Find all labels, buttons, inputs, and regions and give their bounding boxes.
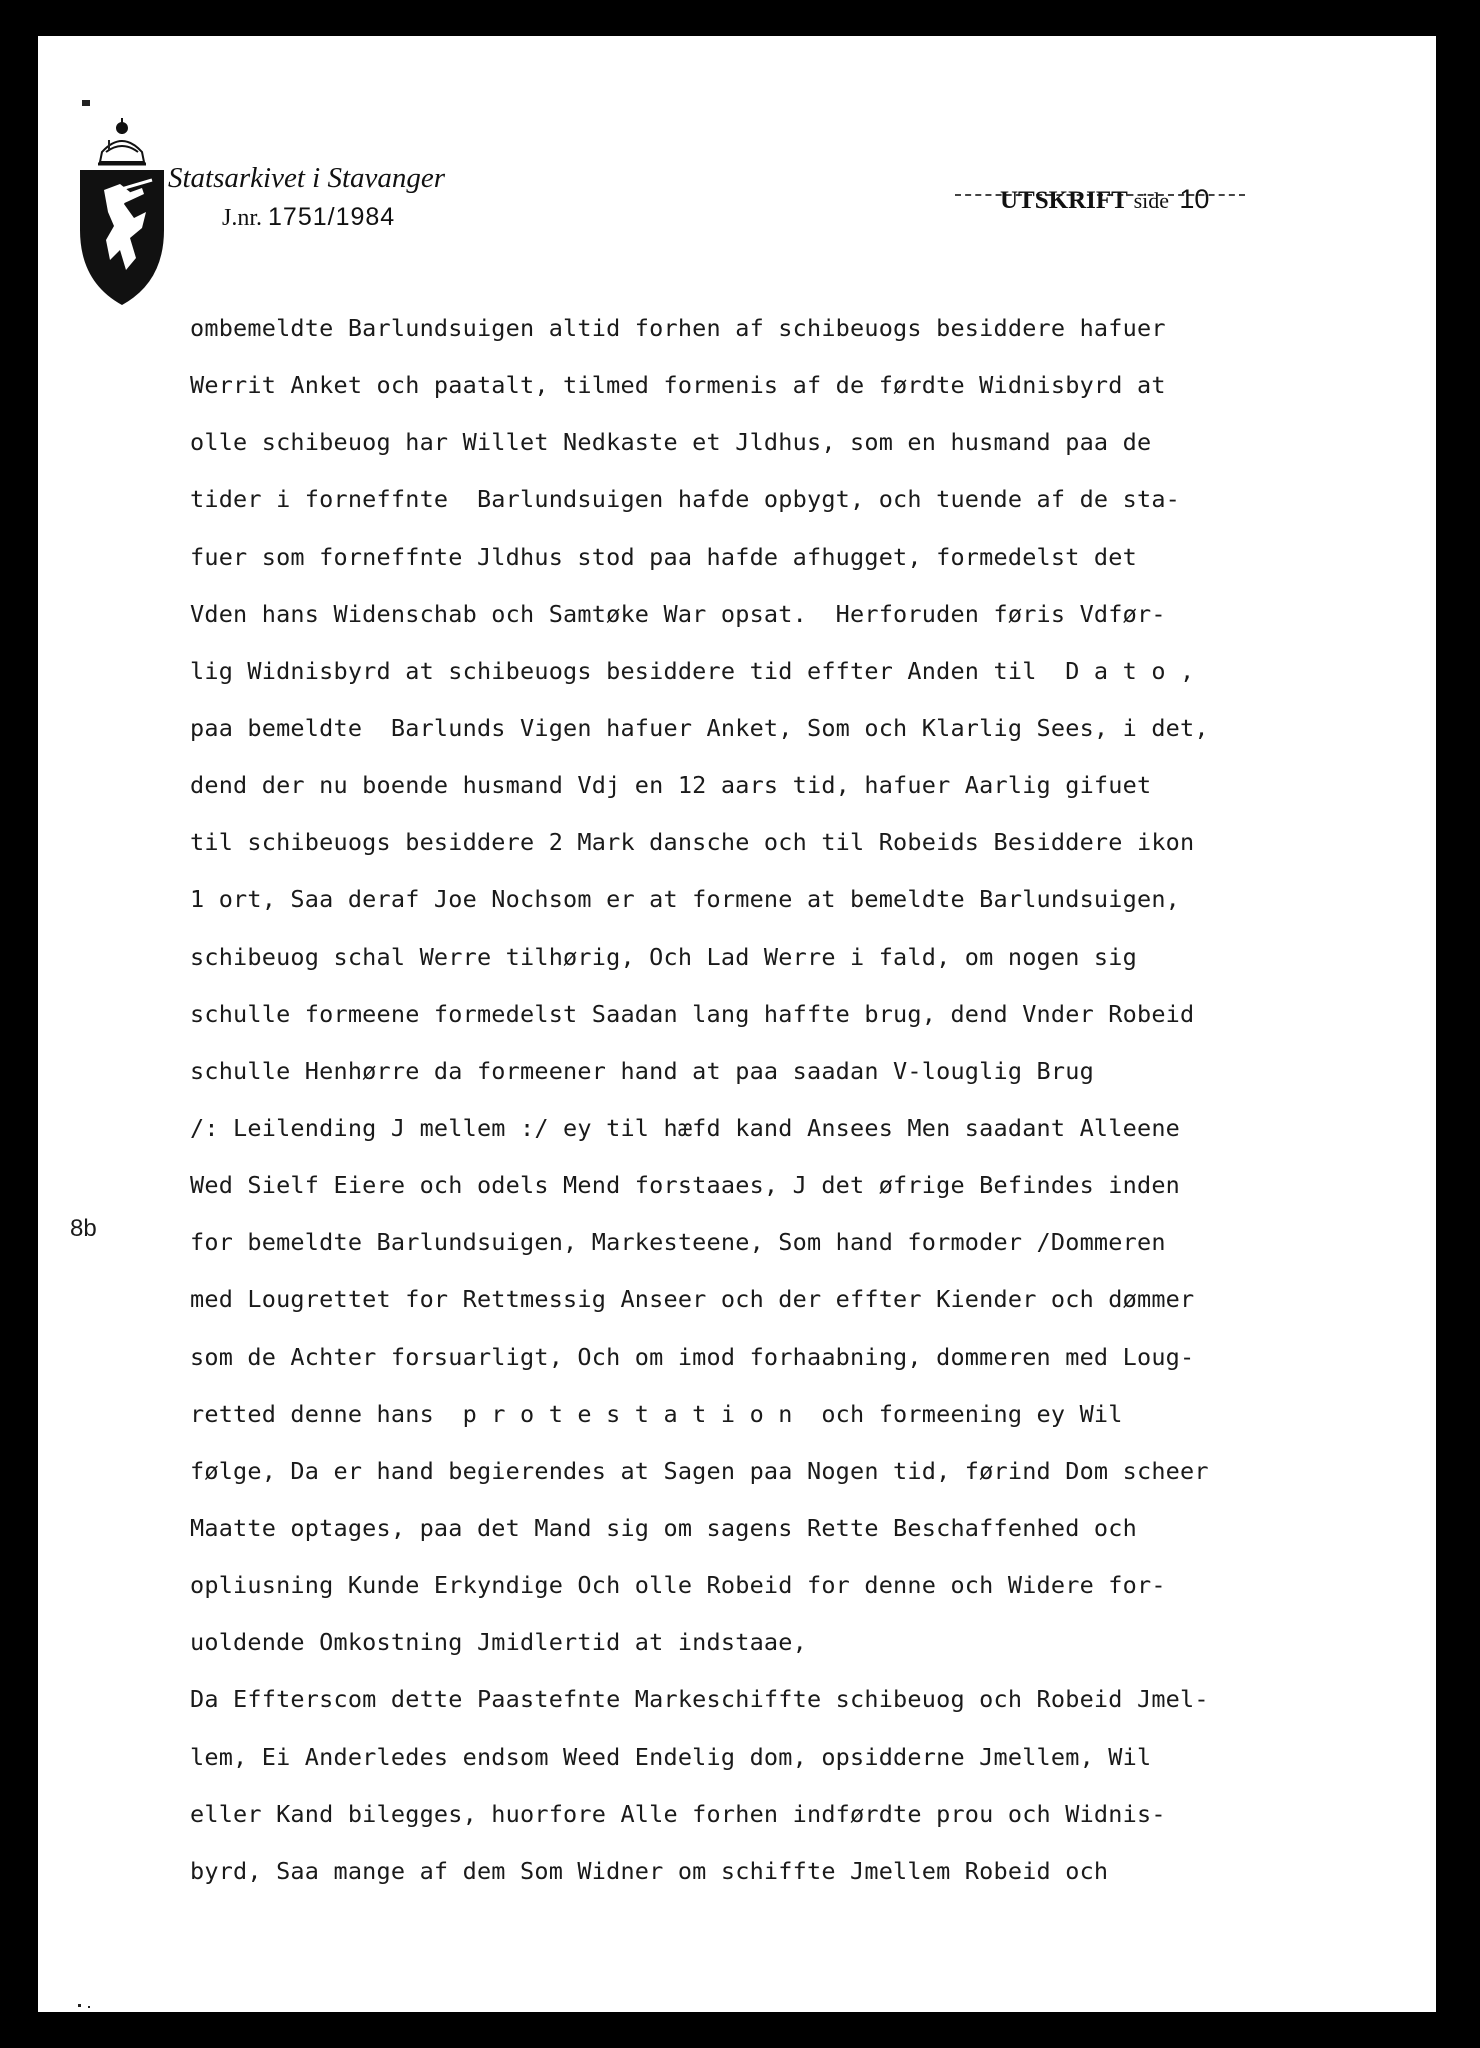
text-line: følge, Da er hand begierendes at Sagen paa Nogen tid, førind Dom scheer (190, 1456, 1209, 1485)
text-line: schulle formeene formedelst Saadan lang haffte brug, dend Vnder Robeid (190, 999, 1195, 1028)
archive-name: Statsarkivet i Stavanger (168, 162, 446, 194)
page-number: 10 (1179, 184, 1210, 214)
text-line: schulle Henhørre da formeener hand at paa saadan V-louglig Brug (190, 1056, 1094, 1085)
text-line: schibeuog schal Werre tilhørig, Och Lad Werre i fald, om nogen sig (190, 942, 1137, 971)
text-line: paa bemeldte Barlunds Vigen hafuer Anket, Som och Klarlig Sees, i det, (190, 713, 1209, 742)
text-line: tider i forneffnte Barlundsuigen hafde opbygt, och tuende af de sta- (190, 485, 1181, 514)
text-line: til schibeuogs besiddere 2 Mark dansche och til Robeids Besiddere ikon (190, 828, 1195, 857)
text-line: opliusning Kunde Erkyndige Och olle Robeid for denne och Widere for- (190, 1571, 1166, 1600)
text-line: ombemeldte Barlundsuigen altid forhen af schibeuogs besiddere hafuer (190, 314, 1166, 342)
text-line: eller Kand bilegges, huorfore Alle forhen indførdte prou och Widnis- (190, 1799, 1166, 1828)
norwegian-coat-of-arms-emblem (60, 100, 184, 310)
text-line: 1 ort, Saa deraf Joe Nochsom er at formene at bemeldte Barlundsuigen, (190, 885, 1181, 914)
text-line: byrd, Saa mange af dem Som Widner om schiffte Jmellem Robeid och (190, 1856, 1109, 1885)
transcription-body (190, 300, 1420, 1900)
text-line: Da Effterscom dette Paastefnte Markeschiffte schibeuog och Robeid Jmel- (190, 1685, 1209, 1714)
text-line: med Lougrettet for Rettmessig Anseer och der effter Kiender och dømmer (190, 1285, 1195, 1314)
text-line: Wed Sielf Eiere och odels Mend forstaaes, J det øfrige Befindes inden (190, 1171, 1181, 1200)
text-line: olle schibeuog har Willet Nedkaste et Jldhus, som en husmand paa de (190, 428, 1152, 457)
journal-label: J.nr. (222, 205, 263, 231)
text-line: uoldende Omkostning Jmidlertid at indstaae, (190, 1628, 807, 1657)
text-line: Vden hans Widenschab och Samtøke War opsat. Herforuden føris Vdfør- (190, 599, 1166, 628)
journal-number (222, 203, 395, 232)
text-line: dend der nu boende husmand Vdj en 12 aars tid, hafuer Aarlig gifuet (190, 771, 1152, 800)
text-line: fuer som forneffnte Jldhus stod paa hafde afhugget, formedelst det (190, 542, 1137, 571)
side-label: side (1133, 188, 1170, 213)
scan-speck (78, 2004, 81, 2007)
text-line: Maatte optages, paa det Mand sig om sagens Rette Beschaffenhed och (190, 1513, 1137, 1542)
text-line: som de Achter forsuarligt, Och om imod forhaabning, dommeren med Loug- (190, 1342, 1195, 1371)
margin-note: 8b (70, 1215, 97, 1242)
scan-speck (82, 100, 90, 106)
printout-page-label (1000, 184, 1209, 215)
text-line: for bemeldte Barlundsuigen, Markesteene, Som hand formoder /Dommeren (190, 1228, 1166, 1257)
journal-number-value: 1751/1984 (268, 203, 396, 231)
text-line: /: Leilending J mellem :/ ey til hæfd kand Ansees Men saadant Alleene (190, 1113, 1181, 1142)
text-line: retted denne hans p r o t e s t a t i o n och formeening ey Wil (190, 1399, 1123, 1428)
scan-speck (88, 2006, 90, 2008)
scan-speck (108, 140, 110, 150)
text-line: Werrit Anket och paatalt, tilmed formenis af de førdte Widnisbyrd at (190, 371, 1166, 400)
text-line: lem, Ei Anderledes endsom Weed Endelig dom, opsidderne Jmellem, Wil (190, 1742, 1152, 1771)
text-line: lig Widnisbyrd at schibeuogs besiddere tid effter Anden til D a t o , (190, 656, 1195, 685)
printout-label: UTSKRIFT (1000, 187, 1128, 214)
